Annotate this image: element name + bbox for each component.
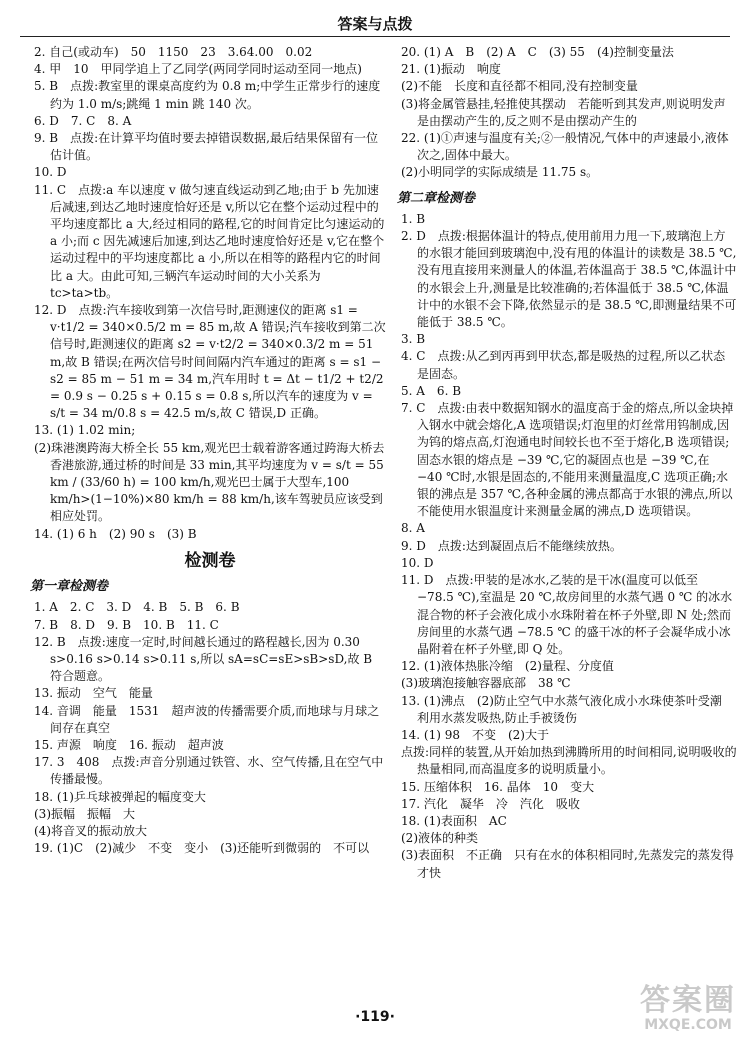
answer-entry: 8. A bbox=[401, 521, 425, 536]
answer-entry: 17. 汽化 凝华 冷 汽化 吸收 bbox=[401, 796, 580, 811]
answer-entry: 9. B 点拨:在计算平均值时要去掉错误数据,最后结果保留有一位估计值。 bbox=[34, 131, 378, 163]
answer-entry: 18. (1)乒乓球被弹起的幅度变大 bbox=[34, 789, 206, 804]
section-title: 检测卷 bbox=[184, 550, 236, 571]
answer-entry: (2)液体的种类 bbox=[401, 831, 478, 846]
watermark-url: MXQE.COM bbox=[644, 1017, 732, 1033]
answer-entry: (3)玻璃泡接触容器底部 38 ℃ bbox=[401, 676, 571, 691]
answer-entry: (2)小明同学的实际成绩是 11.75 s。 bbox=[401, 165, 599, 180]
answer-entry: 5. B 点拨:教室里的课桌高度约为 0.8 m;中学生正常步行的速度约为 1.0 m/s;跳绳 1 min 跳 140 次。 bbox=[34, 79, 381, 111]
answer-entry: 15. 压缩体积 16. 晶体 10 变大 bbox=[401, 779, 595, 794]
answer-entry: 2. D 点拨:根据体温计的特点,使用前用力甩一下,玻璃泡上方的水银才能回到玻璃泡中,没有甩的体温计的读数是 38.5 ℃,没有甩直接用来测量人的体温,若体温高于 38.5 ℃,体温计中的水银会上升,测量是比较准确的;若体温低于 38.5 ℃,体温计中的水银不会下降,依然显示的是 38.5 ℃,即测量结果不可能低于 38.5 ℃。 bbox=[401, 229, 737, 330]
left-column bbox=[30, 44, 386, 857]
answer-entry: 9. D 点拨:达到凝固点后不能继续放热。 bbox=[401, 538, 622, 553]
answer-entry: 14. (1) 6 h (2) 90 s (3) B bbox=[34, 526, 197, 541]
answer-entry: 7. B 8. D 9. B 10. B 11. C bbox=[34, 617, 219, 632]
answer-entry: (3)表面积 不正确 只有在水的体积相同时,先蒸发完的蒸发得才快 bbox=[401, 848, 734, 880]
answer-entry: 18. (1)表面积 AC bbox=[401, 813, 507, 828]
answer-entry: 5. A 6. B bbox=[401, 383, 462, 398]
header-title: 答案与点拨 bbox=[337, 15, 413, 33]
answer-entry: 21. (1)振动 响度 bbox=[401, 62, 501, 77]
answer-entry: 1. A 2. C 3. D 4. B 5. B 6. B bbox=[34, 600, 240, 615]
answer-entry: 11. C 点拨:a 车以速度 v 做匀速直线运动到乙地;由于 b 先加速后减速,到达乙地时速度恰好还是 v,所以它在整个运动过程中的平均速度都比 a 大,经过相同的路程,它的时间肯定比匀速运动的 a 小;而 c 因先减速后加速,到达乙地时速度恰好还是 v,它在整个运动过程中的平均速度都比 a 小,所以在相等的路程内它的时间比 a 大。由此可知,三辆汽车运动时间的大小关系为 tc>ta>tb。 bbox=[34, 182, 385, 300]
answer-entry: 14. (1) 98 不变 (2)大于 bbox=[401, 727, 549, 742]
answer-entry: (2)珠港澳跨海大桥全长 55 km,观光巴士载着游客通过跨海大桥去香港旅游,通过桥的时间是 33 min,其平均速度为 v = s/t = 55 km / (33/60 h) = 100 km/h,观光巴士属于大型车,100 km/h>(1−10%)×80 km/h = 88 km/h,该车驾驶员应该受到相应处罚。 bbox=[34, 440, 385, 524]
answer-entry: 13. (1) 1.02 min; bbox=[34, 423, 136, 438]
answer-entry: (3)振幅 振幅 大 bbox=[34, 806, 135, 821]
answer-entry: 2. 自己(或动车) 50 1150 23 3.64.00 0.02 bbox=[34, 45, 313, 59]
answer-entry: 6. D 7. C 8. A bbox=[34, 113, 132, 128]
answer-entry: 4. 甲 10 甲同学追上了乙同学(两同学同时运动至同一地点) bbox=[34, 62, 362, 77]
watermark-logo bbox=[640, 985, 736, 1033]
answer-entry: 7. C 点拨:由表中数据知钢水的温度高于金的熔点,所以金块掉入钢水中就会熔化,A 选项错误;灯泡里的灯丝常用钨制成,因为钨的熔点高,灯泡通电时间较长也不至于熔化,B 选项错误;固态水银的熔点是 −39 ℃,它的凝固点也是 −39 ℃,在 −40 ℃时,水银是固态的,不能用来测量温度,C 选项正确;水银的沸点是 357 ℃,各种金属的沸点都高于水银的沸点,所以不能使用水银温度计来测量金属的沸点,D 选项错误。 bbox=[401, 401, 734, 519]
answer-entry: 20. (1) A B (2) A C (3) 55 (4)控制变量法 bbox=[401, 45, 674, 59]
answer-entry: 3. B bbox=[401, 332, 426, 347]
answer-entry: (2)不能 长度和直径都不相同,没有控制变量 bbox=[401, 79, 638, 94]
answer-entry: 13. 振动 空气 能量 bbox=[34, 686, 153, 701]
answer-entry: 19. (1)C (2)减少 不变 变小 (3)还能听到微弱的 不可以 bbox=[34, 841, 370, 856]
answer-entry: 22. (1)①声速与温度有关;②一般情况,气体中的声速最小,液体次之,固体中最大。 bbox=[401, 131, 729, 163]
answer-entry: 13. (1)沸点 (2)防止空气中水蒸气液化成小水珠使茶叶受潮 利用水蒸发吸热,防止手被烫伤 bbox=[401, 693, 734, 725]
answer-entry: 10. D bbox=[34, 165, 67, 180]
watermark-text: 答案圈 bbox=[640, 983, 736, 1018]
answer-entry: 点拨:同样的装置,从开始加热到沸腾所用的时间相同,说明吸收的热量相同,而高温度多的说明质量小。 bbox=[401, 745, 737, 777]
page-number: ·119· bbox=[355, 1009, 395, 1025]
answer-entry: 11. D 点拨:甲装的是冰水,乙装的是干冰(温度可以低至 −78.5 ℃),室温是 20 ℃,故房间里的水蒸气遇 0 ℃ 的冰水混合物的杯子会液化成小水珠附着在杯子外壁,即 N 处;然而房间里的水蒸气遇 −78.5 ℃ 的盛干冰的杯子会凝华成小冰晶附着在杯子外壁,即 Q 处。 bbox=[401, 573, 733, 656]
answer-entry: 17. 3 408 点拨:声音分别通过铁管、水、空气传播,且在空气中传播最慢。 bbox=[34, 755, 384, 787]
answer-entry: 4. C 点拨:从乙到丙再到甲状态,都是吸热的过程,所以乙状态是固态。 bbox=[401, 349, 726, 381]
right-column bbox=[397, 44, 737, 882]
answer-entry: 14. 音调 能量 1531 超声波的传播需要介质,而地球与月球之间存在真空 bbox=[34, 703, 380, 735]
answer-entry: 12. (1)液体热胀冷缩 (2)量程、分度值 bbox=[401, 659, 614, 674]
answer-entry: 1. B bbox=[401, 211, 426, 226]
answer-entry: (3)将金属管悬挂,轻推使其摆动 若能听到其发声,则说明发声是由摆动产生的,反之则不是由摆动产生的 bbox=[401, 96, 726, 128]
subsection-title: 第一章检测卷 bbox=[30, 579, 109, 595]
answer-entry: 10. D bbox=[401, 555, 434, 570]
answer-entry: 15. 声源 响度 16. 振动 超声波 bbox=[34, 737, 224, 752]
answer-entry: 12. B 点拨:速度一定时,时间越长通过的路程越长,因为 0.30 s>0.16 s>0.14 s>0.11 s,所以 sA=sC=sE>sB>sD,故 B 符合题意。 bbox=[34, 634, 373, 684]
answer-entry: 12. D 点拨:汽车接收到第一次信号时,距测速仪的距离 s1 = v·t1/2 = 340×0.5/2 m = 85 m,故 A 错误;汽车接收到第二次信号时,距测速仪的距离 s2 = v·t2/2 = 340×0.3/2 m = 51 m,故 B 错误;在两次信号时间间隔内汽车通过的距离 s = s1 − s2 = 85 m − 51 m = 34 m,汽车用时 t = Δt − t1/2 + t2/2 = 0.9 s − 0.25 s + 0.15 s = 0.8 s,所以汽车的速度为 v = s/t = 34 m/0.8 s = 42.5 m/s,故 C 错误,D 正确。 bbox=[34, 303, 386, 421]
page-header bbox=[20, 6, 730, 37]
answer-entry: (4)将音叉的振动放大 bbox=[34, 823, 147, 838]
subsection-title: 第二章检测卷 bbox=[397, 190, 476, 206]
